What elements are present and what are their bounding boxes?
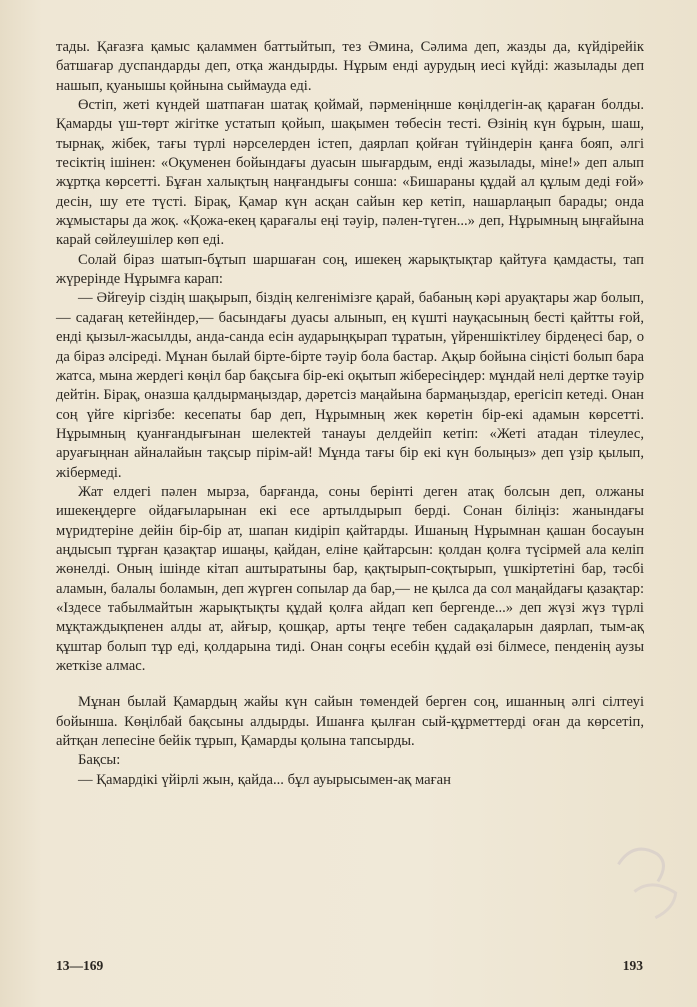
signature-mark: 13—169 xyxy=(56,958,104,973)
paragraph: Бақсы: xyxy=(78,752,121,769)
paragraph: Өстіп, жеті күндей шатпаған шатақ қоймай, пәрменіңнше көңілдегін-ақ қараған болды. Қамарды үш-төрт жігітке устатып қойып, шақымен төбесін тесті. Өзінің күн бұрын, шаш, тырнақ, жібек, тағы түрлі нәрселерден істеп, даярлап қойған түйіндерін қанға бояп, әлгі тесіктің ішінен: «Оқуменен бойындағы дуасын шығардым, енді жазылады, міне!» деп алып жұртқа көрсетті. Бұған халықтың наңғандығы сонша: «Бишараны құдай ал құлым деді ғой» десін, шу ете түсті. Бірақ, Қамар күн асқан сайын кер кетіп, нашарлаңып барады; онда жұмыстары да жоқ. «Қожа-екең қарағалы еңі тәуір, пәлен-түген...» деп, Нұрымның ыңғайына карай сөйлеушілер көп еді. xyxy=(56,97,644,249)
paragraph: — Қамардікі үйірлі жын, қайда... бұл ауырысымен-ақ маған xyxy=(78,771,451,788)
page-footer xyxy=(56,958,643,974)
paragraph: Солай біраз шатып-бұтып шаршаған соң, ишекең жарықтықтар қайтуға қамдасты, тап жүрерінде Нұрымға карап: xyxy=(56,251,644,288)
paragraph: Мұнан былай Қамардың жайы күн сайын төмендей берген соң, ишанның әлгі сілтеуі бойынша. Көңілбай бақсыны алдырды. Ишанға қылған сый-құрметтерді оған да көрсетіп, айтқан лепесіне бейік тұрып, Қамарды қолына тапсырды. xyxy=(56,694,644,750)
paragraph: — Әйгеуір сіздің шақырып, біздің келгенімізге қарай, бабаның кәрі аруақтары жар болып,— садағаң кетейіндер,— басындағы дуасы алынып, ең күшті науқасының бесті қайтты ғой, енді қызыл-жасылды, анда-санда есін аударыңқырап тұратын, үйреншіктілеу бірдеңесі бар, о да біраз әлсіреді. Мұнан былай бірте-бірте тәуір бола бастар. Ақыр бойына сіңісті болып бара жатса, мына жердегі көңіл бар бақсыға бір-екі оқытып жібересіңдер: мұндай нелі дертке тәуір дейтін. Бірақ, оназша қалдырмаңыздар, дәретсіз маңайына бармаңыздар, ерегісіп кетеді. Онан соң үйге кіргізбе: кесепаты бар деп, Нұрымның жек көретін бір-екі адамын көрсетті. Нұрымның қуанғандығынан шелектей танауы делдейіп кетіп: «Жеті атадан тілеулес, аруағыңнан айналайын тақсыр пірім-ай! Мұнда тағы бір екі күн болыңыз» деп үзір қылып, жібермеді. xyxy=(56,290,644,481)
paragraph: Жат елдегі пәлен мырза, барғанда, соны берінті деген атақ болсын деп, олжаны ишекеңдерге ойдағыларынан екі есе артылдырып берді. Сонан біліңіз: жанындағы мүридтеріне дейін бір-бір ат, шапан кидіріп қайтарды. Ишаның Нұрымнан қашан босауын аңдысып тұрған қазақтар ишаңы, қайдан, еліне қайтарсын: қолдан қолға түсірмей ала келіп жөнелді. Оның ішінде кітап аштыратыны бар, қақтырып-соқтырып, үшкіртетіні бар, тәсбі аламын, балалы боламын, деп жүрген сопылар да бар,— не қылса да сол маңайдағы қазақтар: «Іздесе табылмайтын жарықтықты құдай қолға айдап кеп бергенде...» деп жүзі жүз түрлі мұқтаждықпенен алды ат, айғыр, қошқар, арты теңге тебен садақаларын даярлап, тым-ақ құштар болып тұр еді, қолдарына тиді. Онан соңғы есебін құдай өзі білмесе, пенденің аузы жеткізе алмас. xyxy=(56,483,644,674)
section-gap xyxy=(56,676,644,693)
body-text xyxy=(56,38,644,790)
faded-stamp-mark xyxy=(602,821,697,935)
paragraph: тады. Қағазға қамыс қаламмен баттыйтып, тез Әмина, Сәлима деп, жазды да, күйдірейік батшағар дуспандарды деп, отқа жандырды. Нұрым енді аурудың иесі күйді: жазылады деп нашып, қуанышы қойнына сыймауда еді. xyxy=(56,39,644,94)
stamp-shape xyxy=(602,821,697,935)
page-number: 193 xyxy=(622,958,643,973)
